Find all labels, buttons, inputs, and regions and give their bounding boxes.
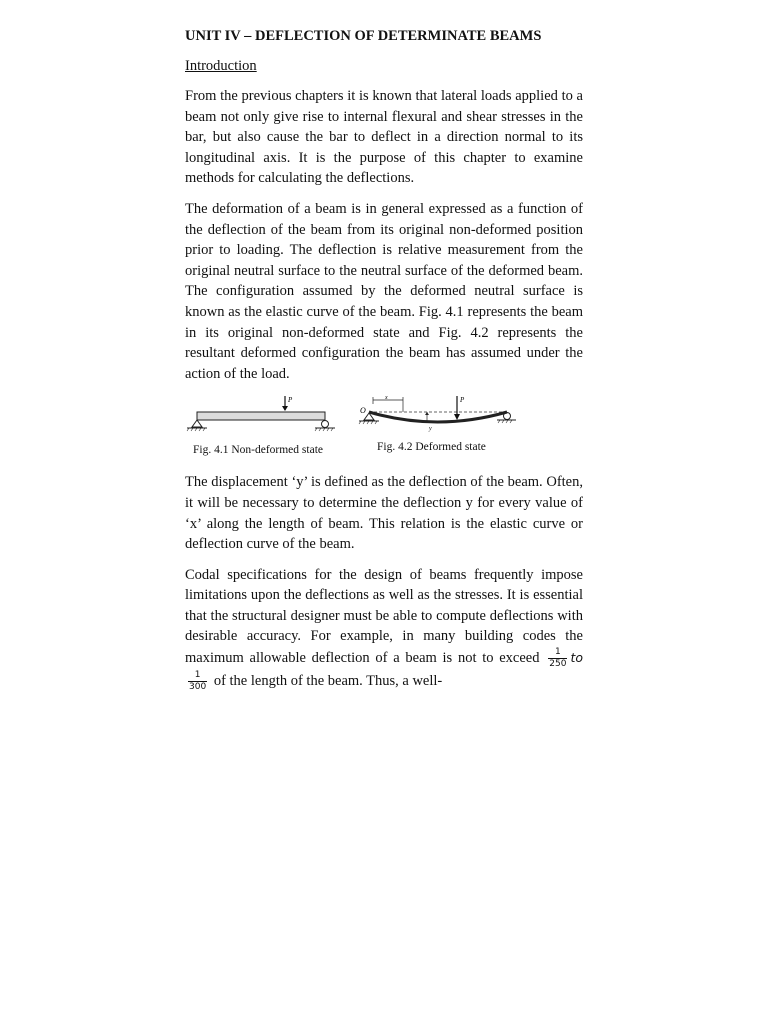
origin-label: O <box>360 406 366 416</box>
fraction-1-250 <box>548 647 567 670</box>
x-label: x <box>385 395 388 402</box>
unit-title: UNIT IV – DEFLECTION OF DETERMINATE BEAMS <box>185 28 542 44</box>
y-label: y <box>429 426 432 433</box>
load-label: P <box>288 396 293 405</box>
deflected-beam <box>369 412 507 422</box>
codal-text-after: of the length of the beam. Thus, a well- <box>213 672 443 689</box>
fraction-denominator: 250 <box>549 659 567 670</box>
figure-deformed-beam <box>357 394 517 436</box>
straight-beam <box>197 412 325 420</box>
fraction-numerator: 1 <box>548 647 567 659</box>
paragraph-deformation: The deformation of a beam is in general expressed as a function of the deflection of the beam from its original non-deformed position prior to loading. The deflection is relative measurement from the original neutral surface to the neutral surface of the deformed beam. The configuration assumed by the deformed neutral surface is known as the elastic curve of the beam. Fig. 4.1 represents the beam in its original non-deformed state and Fig. 4.2 represents the resultant deformed configuration the beam has assumed under the action of the load. <box>185 200 583 382</box>
fraction-denominator: 300 <box>189 682 207 693</box>
paragraph-displacement: The displacement ‘y’ is defined as the deflection of the beam. Often, it will be necessary to determine the deflection y for every value of ‘x’ along the length of beam. This relation is the elastic curve or deflection curve of the beam. <box>185 474 583 553</box>
figure-caption-4-2: Fig. 4.2 Deformed state <box>377 441 486 454</box>
pin-support <box>192 420 202 427</box>
fraction-numerator: 1 <box>188 670 207 682</box>
figures-row <box>185 394 583 462</box>
paragraph-codal <box>185 565 583 693</box>
load-label: P <box>460 396 465 405</box>
document-page <box>185 26 583 703</box>
codal-text-before: Codal specifications for the design of beams frequently impose limitations upon the deflections as well as the stresses. It is essential that the structural designer must be able to compute deflections with desirable accuracy. For example, in many building codes the maximum allowable deflection of a beam is not to exceed <box>185 566 583 666</box>
figure-caption-4-1: Fig. 4.1 Non-deformed state <box>193 444 323 457</box>
introduction-heading: Introduction <box>185 58 257 74</box>
figure-non-deformed-beam <box>185 394 345 436</box>
fraction-1-300 <box>188 670 207 693</box>
roller-support <box>322 421 329 428</box>
paragraph-intro: From the previous chapters it is known that lateral loads applied to a beam not only give rise to internal flexural and shear stresses in the bar, but also cause the bar to deflect in a direction normal to its longitudinal axis. It is the purpose of this chapter to examine methods for calculating the deflections. <box>185 88 583 187</box>
to-word: to <box>570 649 583 665</box>
